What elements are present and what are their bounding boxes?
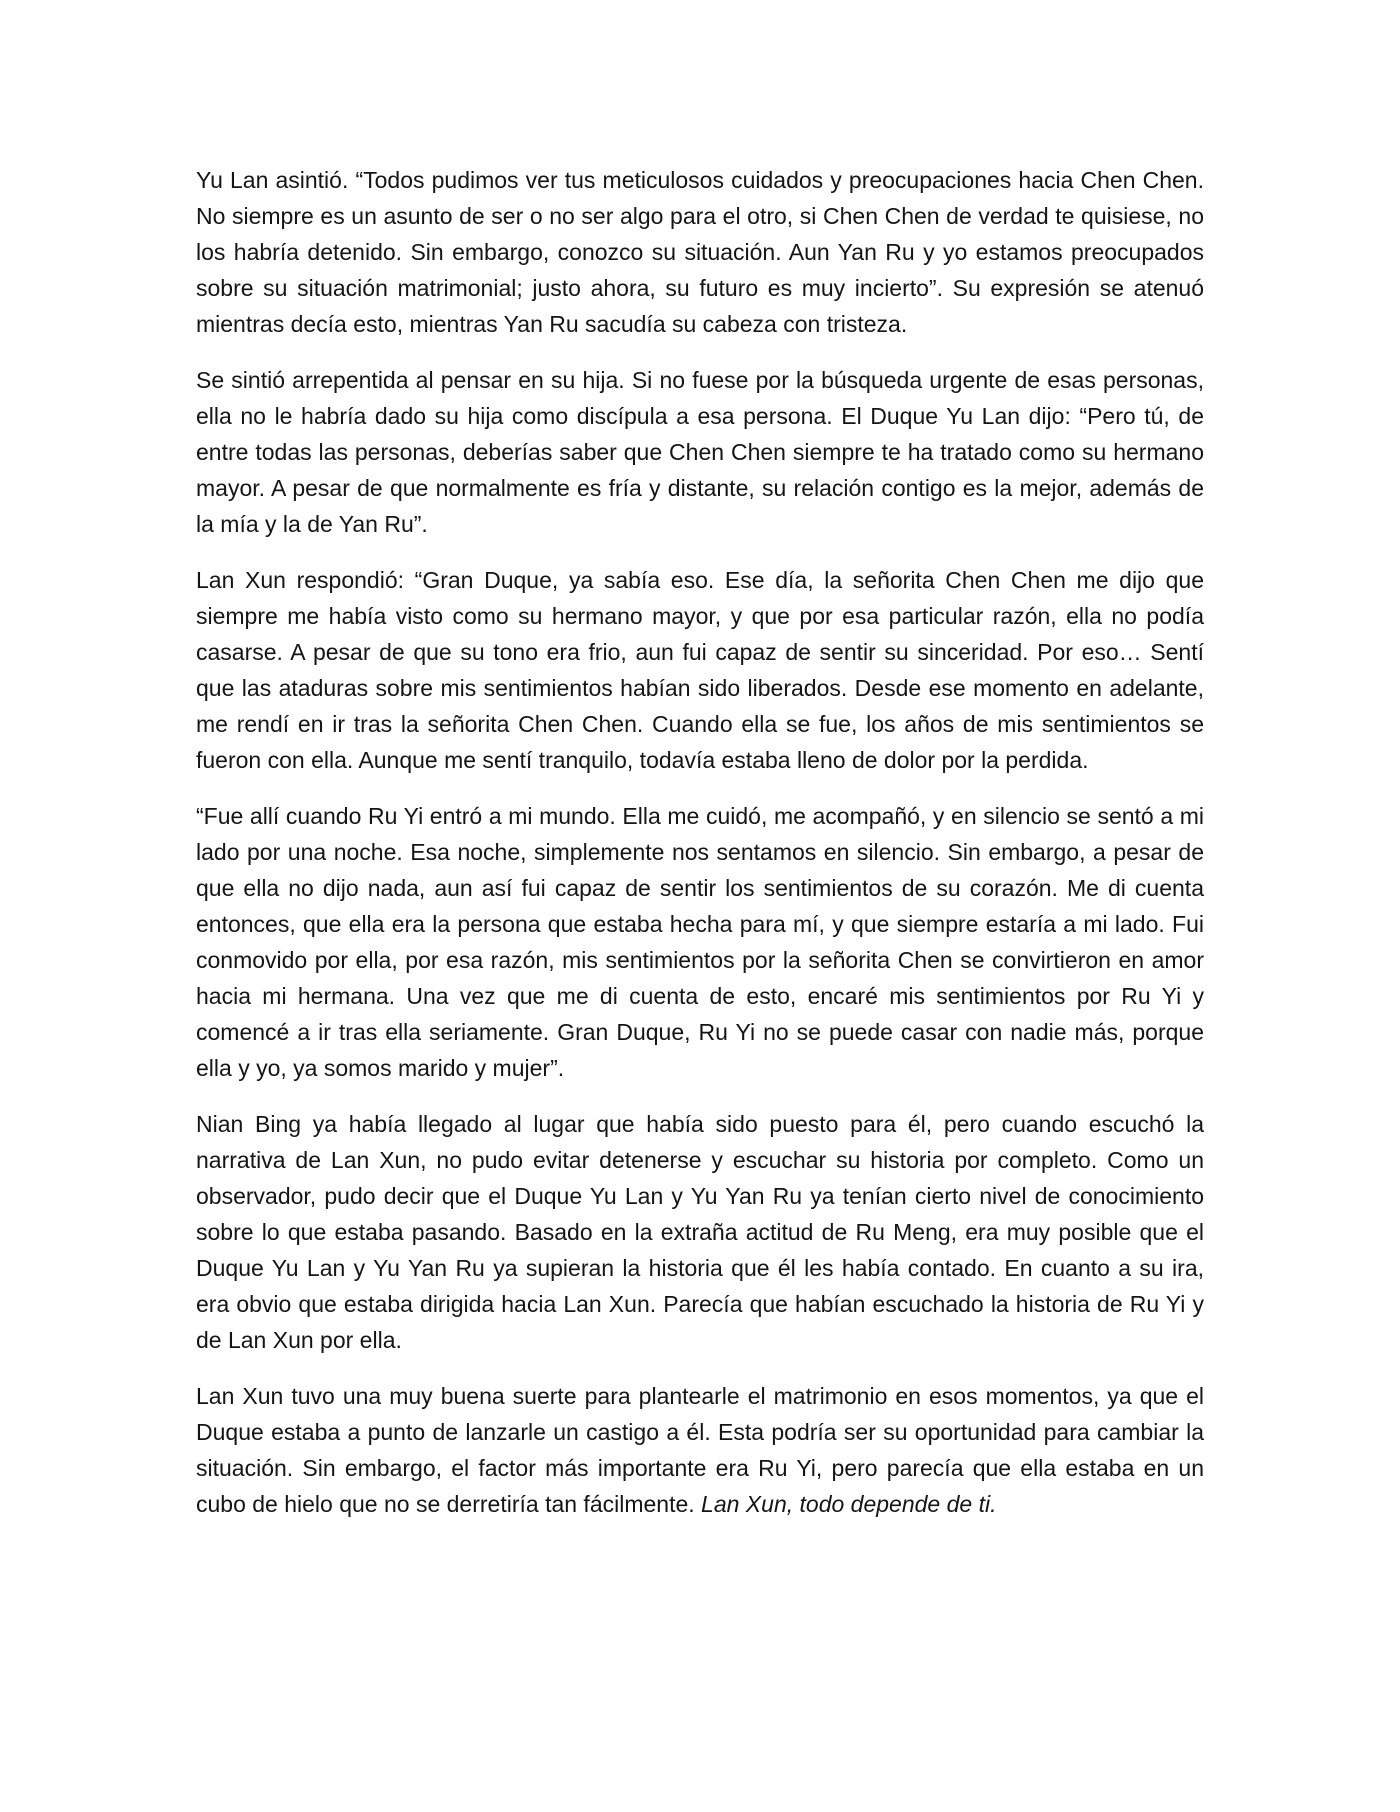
paragraph: “Fue allí cuando Ru Yi entró a mi mundo. Ella me cuidó, me acompañó, y en silencio se sentó a mi lado por una noche. Esa noche, simplemente nos sentamos en silencio. Sin embargo, a pesar de que ella no dijo nada, aun así fui capaz de sentir los sentimientos de su corazón. Me di cuenta entonces, que ella era la persona que estaba hecha para mí, y que siempre estaría a mi lado. Fui conmovido por ella, por esa razón, mis sentimientos por la señorita Chen se convirtieron en amor hacia mi hermana. Una vez que me di cuenta de esto, encaré mis sentimientos por Ru Yi y comencé a ir tras ella seriamente. Gran Duque, Ru Yi no se puede casar con nadie más, porque ella y yo, ya somos marido y mujer”. xyxy=(196,803,1204,1081)
paragraph: Se sintió arrepentida al pensar en su hija. Si no fuese por la búsqueda urgente de esas personas, ella no le habría dado su hija como discípula a esa persona. El Duque Yu Lan dijo: “Pero tú, de entre todas las personas, deberías saber que Chen Chen siempre te ha tratado como su hermano mayor. A pesar de que normalmente es fría y distante, su relación contigo es la mejor, además de la mía y la de Yan Ru”. xyxy=(196,367,1204,537)
document-page xyxy=(196,162,1204,1522)
paragraph: Lan Xun respondió: “Gran Duque, ya sabía eso. Ese día, la señorita Chen Chen me dijo que siempre me había visto como su hermano mayor, y que por esa particular razón, ella no podía casarse. A pesar de que su tono era frio, aun fui capaz de sentir su sinceridad. Por eso… Sentí que las ataduras sobre mis sentimientos habían sido liberados. Desde ese momento en adelante, me rendí en ir tras la señorita Chen Chen. Cuando ella se fue, los años de mis sentimientos se fueron con ella. Aunque me sentí tranquilo, todavía estaba lleno de dolor por la perdida. xyxy=(196,567,1204,773)
paragraph-text: Lan Xun tuvo una muy buena suerte para plantearle el matrimonio en esos momentos, ya que el Duque estaba a punto de lanzarle un castigo a él. Esta podría ser su oportunidad para cambiar la situación. Sin embargo, el factor más importante era Ru Yi, pero parecía que ella estaba en un cubo de hielo que no se derretiría tan fácilmente. xyxy=(196,1383,1204,1517)
italic-thought: Lan Xun, todo depende de ti. xyxy=(701,1491,997,1517)
paragraph: Yu Lan asintió. “Todos pudimos ver tus meticulosos cuidados y preocupaciones hacia Chen Chen. No siempre es un asunto de ser o no ser algo para el otro, si Chen Chen de verdad te quisiese, no los habría detenido. Sin embargo, conozco su situación. Aun Yan Ru y yo estamos preocupados sobre su situación matrimonial; justo ahora, su futuro es muy incierto”. Su expresión se atenuó mientras decía esto, mientras Yan Ru sacudía su cabeza con tristeza. xyxy=(196,167,1204,337)
paragraph-final xyxy=(196,1378,1204,1522)
paragraph: Nian Bing ya había llegado al lugar que había sido puesto para él, pero cuando escuchó la narrativa de Lan Xun, no pudo evitar detenerse y escuchar su historia por completo. Como un observador, pudo decir que el Duque Yu Lan y Yu Yan Ru ya tenían cierto nivel de conocimiento sobre lo que estaba pasando. Basado en la extraña actitud de Ru Meng, era muy posible que el Duque Yu Lan y Yu Yan Ru ya supieran la historia que él les había contado. En cuanto a su ira, era obvio que estaba dirigida hacia Lan Xun. Parecía que habían escuchado la historia de Ru Yi y de Lan Xun por ella. xyxy=(196,1111,1204,1353)
